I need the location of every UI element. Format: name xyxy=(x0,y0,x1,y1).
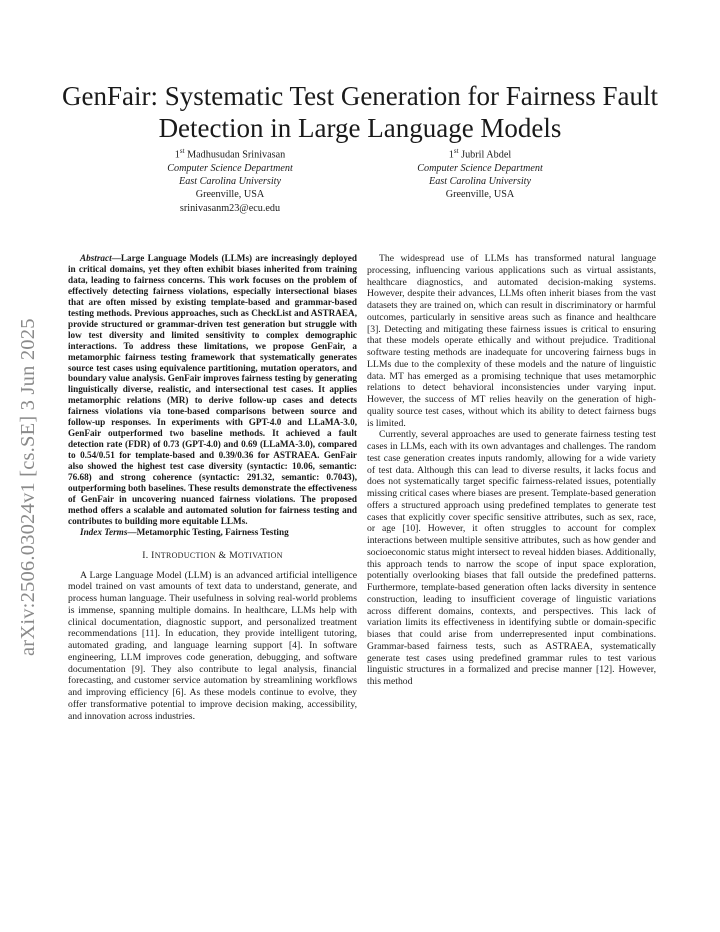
author-2 xyxy=(360,145,600,202)
section-number: I. xyxy=(142,549,149,561)
author-university: East Carolina University xyxy=(428,175,532,187)
section-title-rest: NTRODUCTION xyxy=(154,550,216,560)
author-email: srinivasanm23@ecu.edu xyxy=(179,202,281,214)
right-column xyxy=(367,253,656,688)
abstract-text: —Large Language Models (LLMs) are increasingly deployed in critical domains, yet they often exhibit biases inherited from training data, leading to fairness concerns. This work focuses on the problem of effectively detecting fairness violations, especially intersectional biases that are often missed by existing template-based and grammar-based testing methods. Previous approaches, such as CheckList and ASTRAEA, provide structured or grammar-driven test generation but struggle with low test diversity and limited sensitivity to complex demographic interactions. To address these limitations, we propose GenFair, a metamorphic fairness testing framework that systematically generates source test cases using equivalence partitioning, mutation operators, and boundary value analysis. GenFair improves fairness testing by generating linguistically diverse, realistic, and intersectional test cases. It applies metamorphic relations (MR) to derive follow-up cases and detects fairness violations via tone-based comparisons between source and follow-up responses. In experiments with GPT-4.0 and LLaMA-3.0, GenFair outperformed two baseline methods. It achieved a fault detection rate (FDR) of 0.73 (GPT-4.0) and 0.69 (LLaMA-3.0), compared to 0.54/0.51 for template-based and 0.39/0.36 for ASTRAEA. GenFair also showed the highest test case diversity (syntactic: 10.06, semantic: 76.68) and strong coherence (syntactic: 291.32, semantic: 0.7043), outperforming both baselines. These results demonstrate the effectiveness of GenFair in uncovering nuanced fairness violations. The proposed method offers a scalable and automated solution for fairness testing and contributes to building more equitable LLMs. xyxy=(68,253,357,526)
author-block xyxy=(110,145,630,225)
author-university: East Carolina University xyxy=(178,175,282,187)
section-heading xyxy=(68,550,357,562)
author-location: Greenville, USA xyxy=(195,189,265,201)
paper-title: GenFair: Systematic Test Generation for Fairness Fault Detection in Large Language Models xyxy=(62,81,658,144)
author-rank: 1 xyxy=(448,149,454,161)
section-title-initial: I xyxy=(151,549,155,561)
body-paragraph: Currently, several approaches are used to generate fairness testing test cases in LLMs, each with its own advantages and challenges. The random test case generation creates inputs randomly, allowing for a wide variety of test data. Although this can lead to diverse results, it lacks focus and does not systematically target specific fairness-related issues, potentially missing critical cases where biases are present. Template-based generation offers a structured approach using predefined templates to generate test cases that explicitly cover specific sensitive attributes, such as sex, race, or age [10]. However, it often struggles to account for complex interactions between multiple sensitive attributes, such as how gender and socioeconomic status might intersect to reveal hidden biases. Additionally, this approach tends to narrow the scope of input space exploration, potentially overlooking biases that fall outside the predefined patterns. Furthermore, template-based generation often lacks diversity in sentence construction, leading to insufficient coverage of linguistic variations across different domains, contexts, and perspectives. This lack of variation limits its effectiveness in identifying subtle or domain-specific biases that could arise from underrepresented input combinations. Grammar-based fairness tests, such as ASTRAEA, systematically generate test cases using predefined grammar rules to test various linguistic structures in a formalized and precise manner [12]. However, this method xyxy=(367,429,656,687)
section-title-amp: & xyxy=(218,549,227,561)
index-terms-text: —Metamorphic Testing, Fairness Testing xyxy=(127,526,289,537)
author-name: Madhusudan Srinivasan xyxy=(187,149,286,161)
abstract xyxy=(68,253,357,527)
section-title-initial: M xyxy=(229,549,239,561)
section-title-rest: OTIVATION xyxy=(238,550,283,560)
arxiv-identifier-stamp: arXiv:2506.03024v1 [cs.SE] 3 Jun 2025 xyxy=(17,318,39,656)
author-department: Computer Science Department xyxy=(417,162,543,174)
index-terms-label: Index Terms xyxy=(80,526,128,537)
body-paragraph: The widespread use of LLMs has transformed natural language processing, influencing various applications such as virtual assistants, healthcare diagnostics, and automated decision-making systems. However, despite their advances, LLMs often inherit biases from the vast datasets they are trained on, which can result in discriminatory or harmful outcomes, particularly in sensitive areas such as finance and healthcare [3]. Detecting and mitigating these fairness issues is critical to ensuring that these models operate ethically and without prejudice. Traditional software testing methods are inadequate for uncovering fairness bugs in LLMs due to the complexity of these models and the nature of linguistic data. MT has emerged as a promising technique that uses metamorphic relations to detect behavioral inconsistencies under varying input. However, the success of MT relies heavily on the generation of high-quality source test cases, without which its ability to detect fairness bugs is limited. xyxy=(367,253,656,429)
author-rank-suffix: st xyxy=(453,147,459,155)
author-rank: 1 xyxy=(174,149,180,161)
author-department: Computer Science Department xyxy=(167,162,293,174)
author-1 xyxy=(110,145,350,215)
author-name: Jubril Abdel xyxy=(461,149,512,161)
abstract-label: Abstract xyxy=(80,253,112,263)
author-location: Greenville, USA xyxy=(445,189,515,201)
left-column xyxy=(68,253,357,722)
index-terms xyxy=(68,527,357,538)
body-paragraph: A Large Language Model (LLM) is an advanced artificial intelligence model trained on vast amounts of text data to understand, generate, and process human language. Their usefulness in solving real-world problems is immense, spanning multiple domains. In healthcare, LLMs help with clinical documentation, diagnostic support, and personalized treatment recommendations [11]. In education, they provide intelligent tutoring, automated grading, and language learning support [4]. In software engineering, LLM improves code generation, debugging, and software documentation [9]. They also contribute to legal analysis, financial forecasting, and customer service automation by streamlining workflows and improving efficiency [6]. As these models continue to evolve, they offer transformative potential to improve decision making, accessibility, and innovation across industries. xyxy=(68,569,357,722)
author-rank-suffix: st xyxy=(179,147,185,155)
